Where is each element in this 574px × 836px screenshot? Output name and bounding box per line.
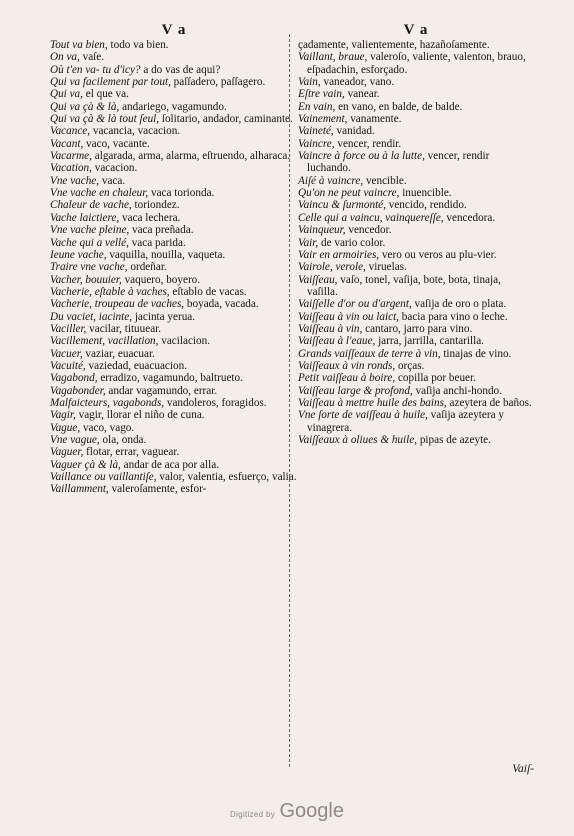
dictionary-entry — [50, 298, 298, 310]
spanish-translation: en vano, en balde, de balde. — [338, 100, 463, 113]
left-entry-list — [50, 39, 298, 496]
dictionary-entry — [298, 323, 534, 335]
dictionary-entry — [298, 434, 534, 446]
spanish-translation: toriondez. — [134, 199, 180, 212]
dictionary-entry — [50, 101, 298, 113]
french-headword: En vain, — [298, 100, 336, 113]
french-headword: Vacher, bouuier, — [50, 273, 122, 286]
spanish-translation: ordeñar. — [130, 261, 167, 274]
spanish-translation: vaca. — [101, 174, 126, 187]
right-column — [298, 22, 534, 446]
french-headword: Vne vache en chaleur, — [50, 187, 149, 200]
spanish-translation: vacancia, vacacion. — [92, 125, 181, 138]
left-column — [50, 22, 298, 496]
french-headword: Petit vaiſſeau à boire, — [298, 372, 396, 385]
right-column-header: V a — [403, 22, 429, 38]
dictionary-entry — [50, 125, 298, 137]
dictionary-entry — [50, 446, 298, 458]
spanish-translation: vaco, vacante. — [86, 137, 150, 150]
dictionary-entry — [50, 360, 298, 372]
french-headword: Ieune vache, — [50, 248, 107, 261]
spanish-translation: vaquilla, nouilla, vaqueta. — [109, 248, 226, 261]
french-headword: Vaiſſelle d'or ou d'argent, — [298, 298, 412, 311]
spanish-translation: andariego, vagamundo. — [122, 100, 227, 113]
french-headword: On va, — [50, 51, 80, 64]
french-headword: Qui va çà & là, — [50, 100, 120, 113]
spanish-translation: vaca parida. — [131, 236, 186, 249]
spanish-translation: todo va bien. — [110, 39, 169, 51]
dictionary-entry — [298, 274, 534, 299]
french-headword: Grands vaiſſeaux de terre à vin, — [298, 347, 441, 360]
dictionary-entry — [50, 224, 298, 236]
spanish-translation: vaziedad, euacuacion. — [88, 359, 187, 372]
dictionary-entry — [298, 39, 534, 51]
french-headword: Qu'on ne peut vaincre, — [298, 187, 400, 200]
spanish-translation: andar vagamundo, errar. — [108, 384, 218, 397]
spanish-translation: andar de aca por alla. — [123, 458, 219, 471]
spanish-translation: vaca torionda. — [150, 187, 215, 200]
dictionary-entry — [50, 162, 298, 174]
french-headword: Malfaicteurs, vagabonds, — [50, 396, 165, 409]
dictionary-entry — [298, 397, 534, 409]
dictionary-entry — [50, 274, 298, 286]
french-headword: Vainement, — [298, 113, 348, 126]
spanish-translation: vaneador, vano. — [323, 76, 395, 89]
french-headword: Vaineté, — [298, 125, 334, 138]
spanish-translation: valeroſamente, esfor- — [111, 483, 207, 496]
spanish-translation: pipas de azeyte. — [419, 434, 491, 446]
spanish-translation: vero ou veros au plu-vier. — [381, 248, 497, 261]
spanish-translation: vencido, rendido. — [388, 199, 467, 212]
french-headword: Vague, — [50, 421, 81, 434]
spanish-translation: vencer, rendir. — [337, 137, 402, 150]
dictionary-entry — [50, 483, 298, 495]
dictionary-entry — [50, 237, 298, 249]
spanish-translation: tinajas de vino. — [443, 347, 512, 360]
french-headword: Vaincre à force ou à la lutte, — [298, 150, 425, 163]
catchword: Vaiſ- — [512, 763, 534, 775]
french-headword: Vaiſſeau à vin, — [298, 322, 363, 335]
dictionary-entry — [50, 199, 298, 211]
spanish-translation: vencer, rendir luchando. — [307, 150, 490, 175]
french-headword: Vacherie, troupeau de vaches, — [50, 298, 185, 311]
spanish-translation: vaſija anchi-hondo. — [415, 384, 502, 397]
dictionary-entry — [50, 385, 298, 397]
dictionary-entry — [298, 360, 534, 372]
french-headword: Vaiſſeaux à oliues & huile, — [298, 434, 418, 446]
spanish-translation: vandoleros, foragidos. — [166, 396, 267, 409]
spanish-translation: vacilacion. — [161, 335, 210, 348]
dictionary-entry — [298, 385, 534, 397]
left-column-header: V a — [161, 22, 187, 38]
dictionary-entry — [50, 422, 298, 434]
spanish-translation: paſſadero, paſſagero. — [173, 76, 266, 89]
dictionary-entry — [298, 311, 534, 323]
french-headword: Vairole, verole, — [298, 261, 366, 274]
spanish-translation: vacilar, tituuear. — [89, 322, 162, 335]
dictionary-entry — [298, 175, 534, 187]
french-headword: Vne vache, — [50, 174, 100, 187]
dictionary-entry — [50, 113, 298, 125]
dictionary-entry — [50, 261, 298, 273]
spanish-translation: vaquero, boyero. — [124, 273, 201, 286]
spanish-translation: orças. — [397, 359, 425, 372]
right-entry-list — [298, 39, 534, 446]
french-headword: Vaciller, — [50, 322, 87, 335]
watermark-prefix: Digitized by — [230, 810, 275, 819]
french-headword: Vne vache pleine, — [50, 224, 130, 237]
french-headword: Qui va, — [50, 88, 83, 101]
dictionary-entry — [50, 311, 298, 323]
dictionary-entry — [50, 150, 298, 162]
dictionary-entry — [298, 212, 534, 224]
spanish-translation: jarra, jarrilla, cantarilla. — [378, 335, 484, 348]
dictionary-entry — [298, 88, 534, 100]
dictionary-entry — [298, 138, 534, 150]
spanish-translation: de vario color. — [321, 236, 386, 249]
dictionary-entry — [298, 249, 534, 261]
dictionary-entry — [50, 138, 298, 150]
spanish-translation: erradizo, vagamundo, baltrueto. — [100, 372, 243, 385]
dictionary-entry — [298, 409, 534, 434]
spanish-translation: vencedor. — [348, 224, 392, 237]
dictionary-entry — [298, 224, 534, 236]
digitization-watermark — [0, 800, 574, 823]
french-headword: Vagir, — [50, 409, 76, 422]
spanish-translation: vencible. — [365, 174, 407, 187]
spanish-translation: valeroſo, valiente, valenton, brauo, eſpadachin, esforçado. — [307, 51, 526, 76]
spanish-translation: azeytera de baños. — [449, 396, 532, 409]
french-headword: Où t'en va- tu d'icy? — [50, 63, 141, 76]
french-headword: Du vaciet, iacinte, — [50, 310, 133, 323]
spanish-translation: ſolitario, andador, caminante. — [161, 113, 293, 126]
dictionary-entry — [50, 76, 298, 88]
spanish-translation: cantaro, jarro para vino. — [365, 322, 473, 335]
french-headword: Vne vague, — [50, 434, 100, 446]
french-headword: Vaiſſeau à mettre huile des bains, — [298, 396, 447, 409]
spanish-translation: vaſija azeytera y vinagrera. — [307, 409, 504, 434]
dictionary-entry — [50, 51, 298, 63]
dictionary-entry — [298, 261, 534, 273]
spanish-translation: inuencible. — [402, 187, 452, 200]
french-headword: Vain, — [298, 76, 321, 89]
french-headword: Vaiſſeau à l'eaue, — [298, 335, 376, 348]
dictionary-entry — [298, 113, 534, 125]
spanish-translation: algarada, arma, alarma, eſtruendo, alharaca. — [94, 150, 291, 163]
dictionary-entry — [50, 397, 298, 409]
dictionary-entry — [298, 101, 534, 113]
french-headword: Vaillance ou vaillantiſe, — [50, 471, 157, 484]
dictionary-entry — [50, 249, 298, 261]
french-headword: Celle qui a vaincu, vainquereſſe, — [298, 211, 444, 224]
spanish-translation: vencedora. — [446, 211, 496, 224]
dictionary-entry — [50, 434, 298, 446]
spanish-translation: vaca preñada. — [132, 224, 194, 237]
french-headword: Vainqueur, — [298, 224, 346, 237]
dictionary-entry — [50, 64, 298, 76]
spanish-translation: viruelas. — [368, 261, 407, 274]
spanish-translation: vacacion. — [94, 162, 138, 175]
spanish-translation: vagir, llorar el niño de cuna. — [78, 409, 205, 422]
french-headword: Vacation, — [50, 162, 92, 175]
french-headword: Vair, — [298, 236, 319, 249]
french-headword: Vaincre, — [298, 137, 335, 150]
spanish-translation: ola, onda. — [102, 434, 147, 446]
dictionary-entry — [298, 51, 534, 76]
spanish-translation: flotar, errar, vaguear. — [86, 446, 180, 459]
dictionary-entry — [50, 348, 298, 360]
spanish-translation: a do vas de aqui? — [143, 63, 221, 76]
spanish-translation: boyada, vacada. — [186, 298, 259, 311]
french-headword: Vacherie, eſtable à vaches, — [50, 285, 170, 298]
french-headword: Vache laictiere, — [50, 211, 120, 224]
dictionary-entry — [50, 335, 298, 347]
french-headword: Vacant, — [50, 137, 84, 150]
dictionary-entry — [50, 212, 298, 224]
dictionary-entry — [50, 323, 298, 335]
french-headword: Qui va çà & là tout ſeul, — [50, 113, 160, 126]
french-headword: Vaguer çà & là, — [50, 458, 121, 471]
dictionary-entry — [50, 187, 298, 199]
dictionary-entry — [50, 409, 298, 421]
dictionary-entry — [50, 88, 298, 100]
french-headword: Vair en armoiries, — [298, 248, 380, 261]
french-headword: Vaguer, — [50, 446, 84, 459]
dictionary-entry — [298, 199, 534, 211]
french-headword: Vaincu & ſurmonté, — [298, 199, 386, 212]
french-headword: Vaiſſeau, — [298, 273, 338, 286]
spanish-translation: copilla por beuer. — [397, 372, 476, 385]
french-headword: Vaiſſeau large & profond, — [298, 384, 413, 397]
spanish-translation: valor, valentia, esfuerço, valia. — [159, 471, 297, 484]
french-headword: Vagabonder, — [50, 384, 106, 397]
spanish-translation: bacia para vino o leche. — [401, 310, 508, 323]
spanish-translation: vanear. — [347, 88, 380, 101]
spanish-translation: jacinta yerua. — [134, 310, 196, 323]
french-headword: Vagabond, — [50, 372, 98, 385]
spanish-translation: vanamente. — [350, 113, 402, 126]
french-headword: Vne ſorte de vaiſſeau à huile, — [298, 409, 428, 422]
spanish-translation: el que va. — [85, 88, 129, 101]
dictionary-entry — [298, 372, 534, 384]
french-headword: Vacillement, vacillation, — [50, 335, 159, 348]
dictionary-entry — [298, 298, 534, 310]
spanish-translation: vaca lechera. — [121, 211, 181, 224]
dictionary-entry — [50, 372, 298, 384]
spanish-translation: vanidad. — [336, 125, 375, 138]
french-headword: Vacarme, — [50, 150, 92, 163]
french-headword: Qui va facilement par tout, — [50, 76, 171, 89]
french-headword: Aiſé à vaincre, — [298, 174, 364, 187]
french-headword: Vaillant, braue, — [298, 51, 368, 64]
dictionary-entry — [50, 459, 298, 471]
french-headword: Vaiſſeau à vin ou laict, — [298, 310, 399, 323]
spanish-translation: vaſija de oro o plata. — [414, 298, 507, 311]
dictionary-entry — [298, 348, 534, 360]
dictionary-entry — [50, 39, 298, 51]
french-headword: Vache qui a vellé, — [50, 236, 129, 249]
column-divider — [289, 34, 290, 767]
french-headword: Vacance, — [50, 125, 91, 138]
spanish-translation: çadamente, valientemente, hazañoſamente. — [298, 39, 490, 51]
french-headword: Traire vne vache, — [50, 261, 128, 274]
french-headword: Eſtre vain, — [298, 88, 345, 101]
dictionary-entry — [298, 125, 534, 137]
french-headword: Vacuer, — [50, 347, 83, 360]
french-headword: Tout va bien, — [50, 39, 108, 51]
french-headword: Chaleur de vache, — [50, 199, 132, 212]
spanish-translation: eſtablo de vacas. — [172, 285, 247, 298]
dictionary-entry — [298, 150, 534, 175]
dictionary-entry — [298, 335, 534, 347]
dictionary-entry — [298, 187, 534, 199]
french-headword: Vaillamment, — [50, 483, 109, 496]
dictionary-entry — [50, 286, 298, 298]
dictionary-entry — [50, 471, 298, 483]
dictionary-entry — [298, 76, 534, 88]
french-headword: Vaiſſeaux à vin ronds, — [298, 359, 396, 372]
spanish-translation: vaziar, euacuar. — [85, 347, 155, 360]
spanish-translation: vaco, vago. — [82, 421, 135, 434]
watermark-brand: Google — [279, 800, 344, 822]
dictionary-entry — [50, 175, 298, 187]
dictionary-entry — [298, 237, 534, 249]
spanish-translation: vaſe. — [82, 51, 105, 64]
french-headword: Vacuité, — [50, 359, 86, 372]
spanish-translation: vaſo, tonel, vaſija, bote, bota, tinaja, vaſilla. — [307, 273, 501, 298]
